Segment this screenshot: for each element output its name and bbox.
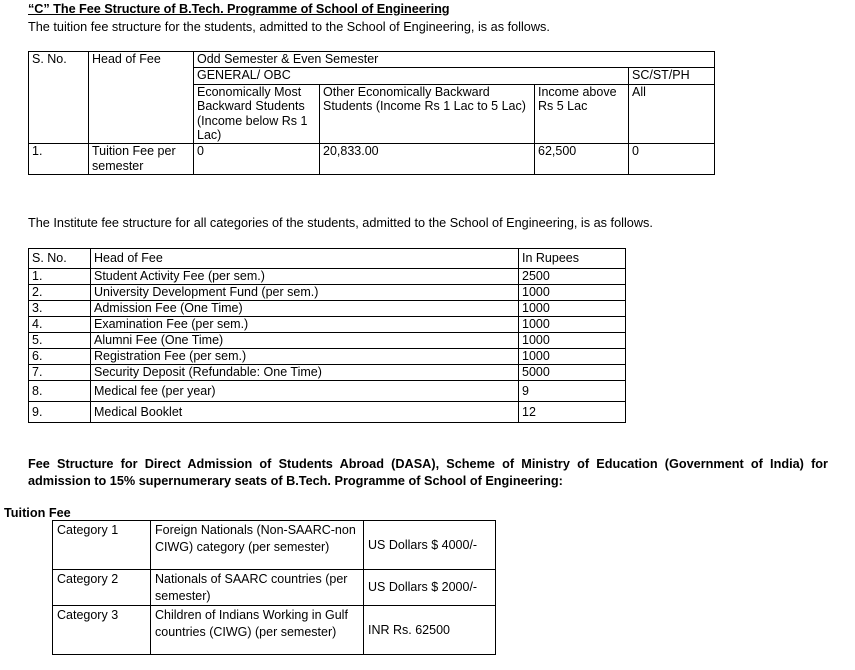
cell-head-of-fee: Registration Fee (per sem.) xyxy=(91,349,519,365)
cell-description: Children of Indians Working in Gulf countries (CIWG) (per semester) xyxy=(151,606,364,655)
cell-sno: 1. xyxy=(29,144,89,175)
cell-head-of-fee: Student Activity Fee (per sem.) xyxy=(91,269,519,285)
table-row xyxy=(29,365,626,381)
cell-description: Nationals of SAARC countries (per semester) xyxy=(151,570,364,606)
subheader-other-economically-backward: Other Economically Backward Students (Income Rs 1 Lac to 5 Lac) xyxy=(320,84,535,144)
cell-sno: 3. xyxy=(29,301,91,317)
tuition-fee-label: Tuition Fee xyxy=(4,506,71,520)
dasa-fee-table xyxy=(52,520,496,655)
cell-scstph-amount: 0 xyxy=(629,144,715,175)
table-row xyxy=(29,381,626,402)
header-in-rupees: In Rupees xyxy=(519,249,626,269)
table-row xyxy=(29,402,626,423)
cell-amount: 2500 xyxy=(519,269,626,285)
header-head-of-fee: Head of Fee xyxy=(91,249,519,269)
table-row xyxy=(29,52,715,68)
institute-paragraph: The Institute fee structure for all categories of the students, admitted to the School of Engineering, is as follows. xyxy=(28,216,653,230)
table-row xyxy=(29,301,626,317)
cell-sno: 8. xyxy=(29,381,91,402)
table-row xyxy=(53,521,496,570)
table-row xyxy=(29,269,626,285)
cell-head-of-fee: Admission Fee (One Time) xyxy=(91,301,519,317)
cell-description: Foreign Nationals (Non-SAARC-non CIWG) category (per semester) xyxy=(151,521,364,570)
cell-above5-amount: 62,500 xyxy=(535,144,629,175)
cell-category: Category 2 xyxy=(53,570,151,606)
subheader-all: All xyxy=(629,84,715,144)
subheader-income-above-5-lac: Income above Rs 5 Lac xyxy=(535,84,629,144)
cell-sno: 5. xyxy=(29,333,91,349)
table-row xyxy=(29,144,715,175)
table-row xyxy=(29,333,626,349)
cell-emb-amount: 0 xyxy=(194,144,320,175)
intro-paragraph: The tuition fee structure for the students, admitted to the School of Engineering, is as follows. xyxy=(28,20,550,34)
tuition-fee-table xyxy=(28,51,715,175)
cell-head-of-fee: Medical Booklet xyxy=(91,402,519,423)
header-sno: S. No. xyxy=(29,52,89,144)
cell-sno: 9. xyxy=(29,402,91,423)
dasa-paragraph: Fee Structure for Direct Admission of Students Abroad (DASA), Scheme of Ministry of Education (Government of India) for admission to 15% supernumerary seats of B.Tech. Programme of School of Engineering: xyxy=(28,457,828,488)
cell-amount: US Dollars $ 4000/- xyxy=(364,521,496,570)
cell-head-of-fee: Security Deposit (Refundable: One Time) xyxy=(91,365,519,381)
cell-sno: 4. xyxy=(29,317,91,333)
cell-category: Category 1 xyxy=(53,521,151,570)
header-head-of-fee: Head of Fee xyxy=(89,52,194,144)
cell-amount: US Dollars $ 2000/- xyxy=(364,570,496,606)
institute-fee-table xyxy=(28,248,626,423)
cell-head-of-fee: Alumni Fee (One Time) xyxy=(91,333,519,349)
table-row xyxy=(29,317,626,333)
table-row xyxy=(53,570,496,606)
cell-head-of-fee: Tuition Fee per semester xyxy=(89,144,194,175)
cell-amount: 5000 xyxy=(519,365,626,381)
cell-amount: 1000 xyxy=(519,301,626,317)
cell-head-of-fee: Examination Fee (per sem.) xyxy=(91,317,519,333)
table-row xyxy=(29,285,626,301)
header-semester: Odd Semester & Even Semester xyxy=(194,52,715,68)
cell-amount: 1000 xyxy=(519,285,626,301)
subheader-economically-most-backward: Economically Most Backward Students (Income below Rs 1 Lac) xyxy=(194,84,320,144)
header-sno: S. No. xyxy=(29,249,91,269)
page-title: “C” The Fee Structure of B.Tech. Programme of School of Engineering xyxy=(28,2,450,16)
cell-amount: 1000 xyxy=(519,317,626,333)
cell-category: Category 3 xyxy=(53,606,151,655)
cell-amount: INR Rs. 62500 xyxy=(364,606,496,655)
cell-amount: 1000 xyxy=(519,349,626,365)
cell-sno: 7. xyxy=(29,365,91,381)
cell-sno: 2. xyxy=(29,285,91,301)
cell-amount: 9 xyxy=(519,381,626,402)
cell-amount: 1000 xyxy=(519,333,626,349)
cell-amount: 12 xyxy=(519,402,626,423)
header-general-obc: GENERAL/ OBC xyxy=(194,68,629,84)
header-sc-st-ph: SC/ST/PH xyxy=(629,68,715,84)
table-header-row xyxy=(29,249,626,269)
cell-sno: 6. xyxy=(29,349,91,365)
cell-head-of-fee: University Development Fund (per sem.) xyxy=(91,285,519,301)
cell-head-of-fee: Medical fee (per year) xyxy=(91,381,519,402)
table-row xyxy=(53,606,496,655)
cell-sno: 1. xyxy=(29,269,91,285)
cell-oeb-amount: 20,833.00 xyxy=(320,144,535,175)
table-row xyxy=(29,349,626,365)
